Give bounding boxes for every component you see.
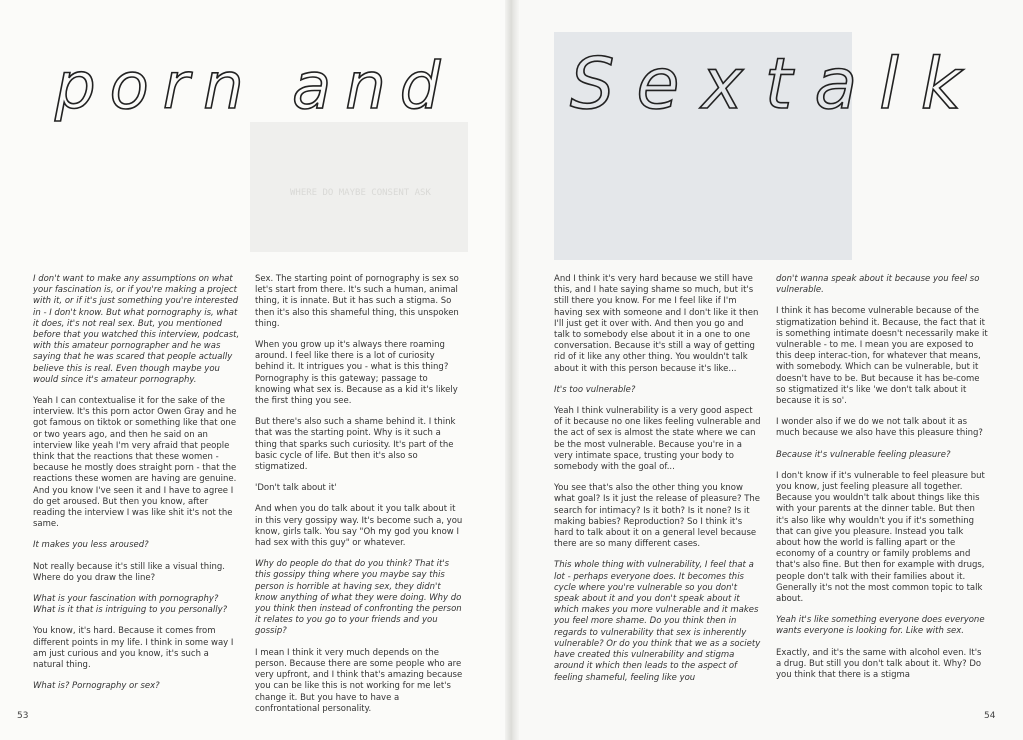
left-c2-para-2: When you grow up it's always there roaming around. I feel like there is a lot of curiosity behind it. It intrigues you - what is this thing? Pornography is this gateway; passage to knowing what sex is. Because as a kid it's likely the first thing you see. — [255, 340, 458, 407]
right-c2-para-1: don't wanna speak about it because you feel so vulnerable. — [776, 274, 980, 296]
left-column-2 — [255, 274, 463, 725]
ghost-text-left: WHERE DO MAYBE CONSENT ASK — [290, 188, 431, 198]
left-c2-para-4: 'Don't talk about it' — [255, 483, 337, 494]
right-c1-para-3: Yeah I think vulnerability is a very good aspect of it because no one likes feeling vulnerable and the act of sex is almost the state where we can be the most vulnerable. Because you're in a very intimate space, trusting your body to somebody with the goal of... — [554, 406, 761, 473]
right-title-handwritten — [512, 0, 1023, 130]
left-page-number: 53 — [17, 711, 29, 721]
left-c2-para-6: Why do people do that do you think? That it's this gossipy thing where you maybe say this person is horrible at having sex, they didn't know anything of what they were doing. Why do you think then instead of confronting the person it relates to you go to your friends and you gossip? — [255, 559, 462, 637]
left-title-text: porn and — [55, 50, 455, 124]
left-column-1 — [33, 274, 241, 703]
right-c2-para-7: Exactly, and it's the same with alcohol even. It's a drug. But still you don't talk about it. Why? Do you think that there is a stigma — [776, 647, 982, 681]
right-c1-para-1: And I think it's very hard because we still have this, and I hate saying shame so much, but it's still there you know. For me I feel like if I'm having sex with someone and I don't like it then I'll just get it over with. And then you go and talk to somebody else about it in a one to one conversation. Because it's still a way of getting rid of it like any other thing. You wouldn't talk about it with this person because it's like... — [554, 274, 759, 374]
book-spine — [505, 0, 519, 740]
right-column-1 — [554, 274, 762, 694]
left-c2-para-1: Sex. The starting point of pornography is sex so let's start from there. It's such a human, animal thing, it is innate. But it has such a stigma. So then it's also this shameful thing, this unspoken thing. — [255, 274, 459, 329]
left-title-handwritten — [0, 0, 511, 130]
right-c1-para-4: You see that's also the other thing you know what goal? Is it just the release of pleasure? The search for intimacy? Is it both? Is it none? Is it making babies? Reproduction? So I think it's hard to talk about it on a general level because there are so many different cases. — [554, 483, 761, 550]
right-c2-para-3: I wonder also if we do we not talk about it as much because we also have this pleasure thing? — [776, 417, 983, 439]
right-title-text: Sextalk — [570, 43, 984, 125]
left-c1-para-1: I don't want to make any assumptions on what your fascination is, or if you're making a project with it, or if it's just something you're interested in - I don't know. But what pornography is, what it does, it's not real sex. But, you mentioned before that you watched this interview, podcast, with this amateur pornographer and he was saying that he was scared that people actually believe this is real. Even though maybe you would since it's amateur pornography. — [33, 274, 240, 385]
right-column-2 — [776, 274, 988, 691]
right-c1-para-2: It's too vulnerable? — [554, 384, 636, 395]
left-page — [0, 0, 511, 740]
right-c1-para-5: This whole thing with vulnerability, I feel that a lot - perhaps everyone does. It becomes this cycle where you're vulnerable so you don't speak about it and you don't speak about it which makes you more vulnerable and it makes you feel more shame. Do you think then in regards to vulnerability that sex is inherently vulnerable? Or do you think that we as a society have created this vulnerability and stigma around it which then leads to the aspect of feeling shameful, feeling like you — [554, 560, 761, 683]
right-page-number: 54 — [984, 711, 996, 721]
right-c2-para-2: I think it has become vulnerable because of the stigmatization behind it. Because, the fact that it is something intimate doesn't necessarily make it vulnerable - to me. I mean you are exposed to this deep interac-tion, for whatever that means, with somebody. Which can be vulnerable, but it doesn't have to be. But because it has be-come so stigmatized it's like 'we don't talk about it because it is so'. — [776, 306, 988, 407]
left-c2-para-5: And when you do talk about it you talk about it in this very gossipy way. It's become such a, you know, girls talk. You say "Oh my god you know I had sex with this guy" or whatever. — [255, 504, 463, 549]
left-c2-para-7: I mean I think it very much depends on the person. Because there are some people who are very upfront, and I think that's amazing because you can be like this is not working for me let's change it. But you have to have a confrontational personality. — [255, 647, 463, 714]
right-c2-para-6: Yeah it's like something everyone does everyone wants everyone is looking for. Like with sex. — [776, 615, 985, 637]
left-c1-para-4: Not really because it's still like a visual thing. Where do you draw the line? — [33, 561, 225, 583]
right-page — [512, 0, 1023, 740]
left-c1-para-2: Yeah I can contextualise it for the sake of the interview. It's this porn actor Owen Gray and he got famous on tiktok or something like that one or two years ago, and then he said on an interview like yeah I'm very afraid that people think that the reactions that these women - because he mostly does straight porn - that the reactions these women are having are genuine. And you know I've seen it and I have to agree I do get aroused. But then you know, after reading the interview I was like shit it's not the same. — [33, 396, 237, 530]
left-c1-para-3: It makes you less aroused? — [33, 540, 149, 551]
left-c2-para-3: But there's also such a shame behind it. I think that was the starting point. Why is it such a thing that sparks such curiosity. It's part of the basic cycle of life. But then it's also so stigmatized. — [255, 417, 456, 473]
right-c2-para-5: I don't know if it's vulnerable to feel pleasure but you know, just feeling pleasure all together. Because you wouldn't talk about things like this with your parents at the dinner table. But then it's also like why wouldn't you if it's something that can give you pleasure. Instead you talk about how the world is falling apart or the economy of a country or family problems and that's also fine. But then for example with drugs, people don't talk with their families about it. Generally it's not the most common topic to talk about. — [776, 470, 985, 605]
left-c1-para-5: What is your fascination with pornography? What is it that is intriguing to you personally? — [33, 594, 228, 616]
left-c1-para-7: What is? Pornography or sex? — [33, 681, 160, 692]
left-c1-para-6: You know, it's hard. Because it comes from different points in my life. I think in some way I am just curious and you know, it's such a natural thing. — [33, 626, 234, 671]
right-c2-para-4: Because it's vulnerable feeling pleasure? — [776, 449, 951, 460]
